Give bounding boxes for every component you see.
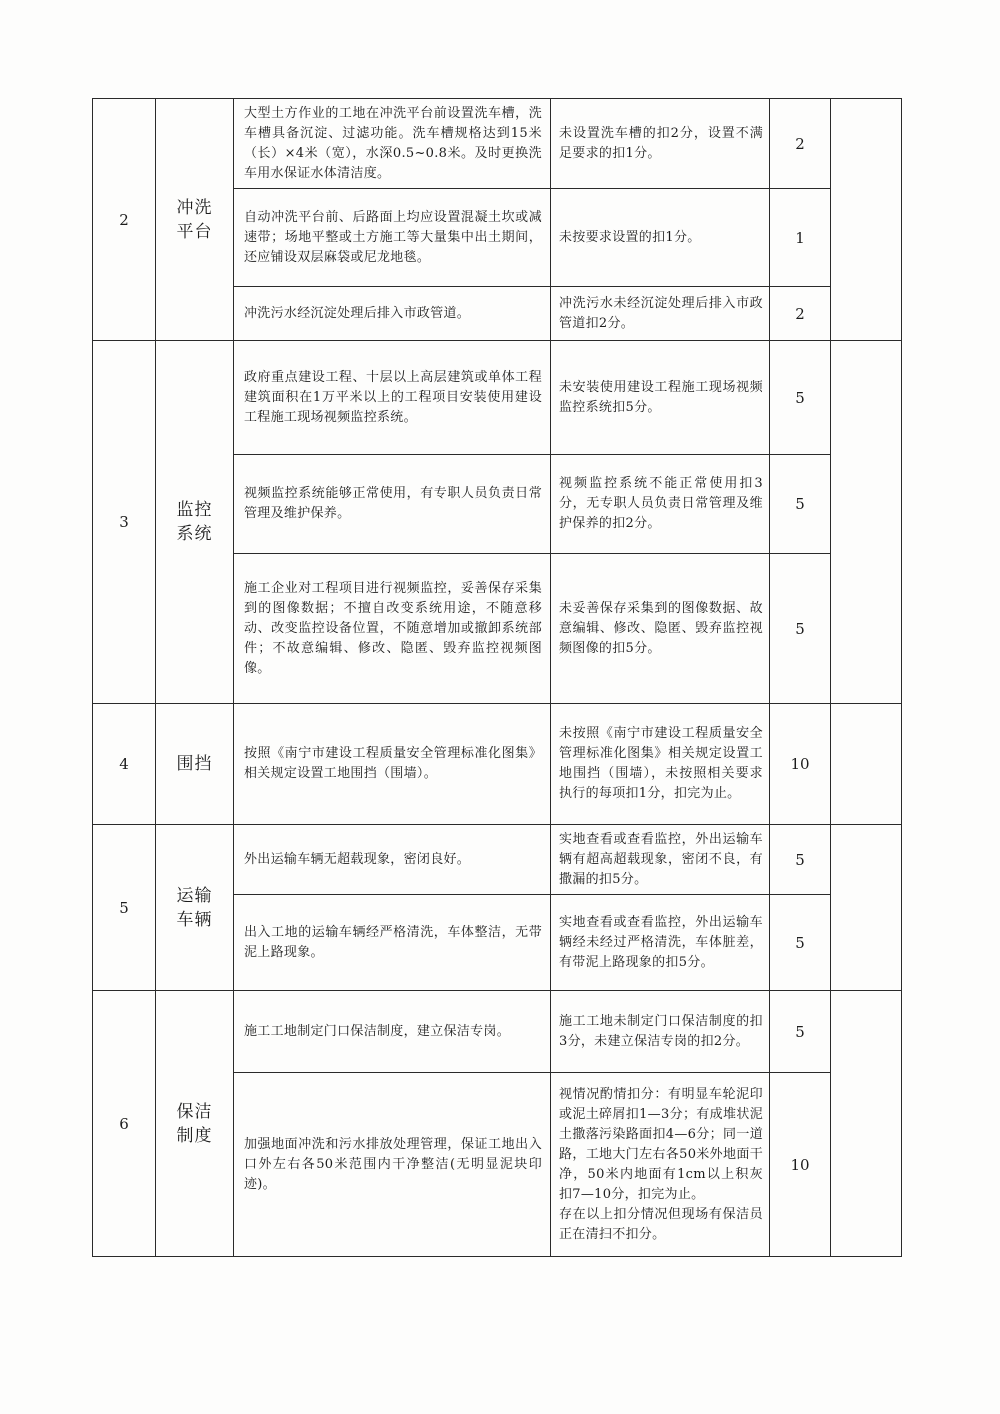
score-cell: 5 — [770, 991, 831, 1073]
requirement-cell: 视频监控系统能够正常使用，有专职人员负责日常管理及维护保养。 — [234, 455, 551, 554]
group-item — [156, 825, 234, 991]
group-number: 4 — [93, 704, 156, 825]
table-row — [93, 825, 902, 895]
blank-cell — [831, 704, 902, 825]
deduction-cell: 视情况酌情扣分：有明显车轮泥印或泥土碎屑扣1—3分；有成堆状泥土撒落污染路面扣4—6分；同一道路，工地大门左右各50米外地面干净，50米内地面有1cm以上积灰扣7—10分，扣完为止。 存在以上扣分情况但现场有保洁员正在清扫不扣分。 — [551, 1073, 770, 1257]
blank-cell — [831, 99, 902, 341]
group-item — [156, 341, 234, 704]
score-cell: 5 — [770, 341, 831, 455]
requirement-cell: 冲洗污水经沉淀处理后排入市政管道。 — [234, 287, 551, 341]
deduction-cell: 未设置洗车槽的扣2分，设置不满足要求的扣1分。 — [551, 99, 770, 189]
table-row — [93, 991, 902, 1073]
deduction-cell: 未妥善保存采集到的图像数据、故意编辑、修改、隐匿、毁弃监控视频图像的扣5分。 — [551, 554, 770, 704]
requirement-cell: 外出运输车辆无超载现象，密闭良好。 — [234, 825, 551, 895]
requirement-cell: 政府重点建设工程、十层以上高层建筑或单体工程建筑面积在1万平米以上的工程项目安装使用建设工程施工现场视频监控系统。 — [234, 341, 551, 455]
blank-cell — [831, 341, 902, 704]
group-number: 3 — [93, 341, 156, 704]
score-cell: 5 — [770, 825, 831, 895]
score-cell: 1 — [770, 189, 831, 287]
deduction-cell: 冲洗污水未经沉淀处理后排入市政管道扣2分。 — [551, 287, 770, 341]
score-cell: 10 — [770, 704, 831, 825]
score-cell: 10 — [770, 1073, 831, 1257]
item-label: 运输车辆 — [176, 885, 213, 930]
item-label: 保洁制度 — [176, 1101, 213, 1146]
requirement-cell: 自动冲洗平台前、后路面上均应设置混凝土坎或减速带；场地平整或土方施工等大量集中出土期间，还应铺设双层麻袋或尼龙地毯。 — [234, 189, 551, 287]
blank-cell — [831, 991, 902, 1257]
group-number: 2 — [93, 99, 156, 341]
requirement-cell: 按照《南宁市建设工程质量安全管理标准化图集》相关规定设置工地围挡（围墙）。 — [234, 704, 551, 825]
item-label: 监控系统 — [176, 500, 213, 544]
group-item — [156, 991, 234, 1257]
group-number: 6 — [93, 991, 156, 1257]
score-cell: 5 — [770, 554, 831, 704]
score-cell: 5 — [770, 455, 831, 554]
requirement-cell: 出入工地的运输车辆经严格清洗，车体整洁，无带泥上路现象。 — [234, 895, 551, 991]
deduction-cell: 施工工地未制定门口保洁制度的扣3分，未建立保洁专岗的扣2分。 — [551, 991, 770, 1073]
table-row — [93, 341, 902, 455]
group-item — [156, 99, 234, 341]
deduction-cell: 实地查看或查看监控，外出运输车辆经未经过严格清洗，车体脏差，有带泥上路现象的扣5分。 — [551, 895, 770, 991]
score-cell: 2 — [770, 99, 831, 189]
blank-cell — [831, 825, 902, 991]
table-row — [93, 704, 902, 825]
requirement-cell: 加强地面冲洗和污水排放处理管理，保证工地出入口外左右各50米范围内干净整洁(无明显泥块印迹)。 — [234, 1073, 551, 1257]
deduction-cell: 未安装使用建设工程施工现场视频监控系统扣5分。 — [551, 341, 770, 455]
deduction-cell: 视频监控系统不能正常使用扣3分，无专职人员负责日常管理及维护保养的扣2分。 — [551, 455, 770, 554]
requirement-cell: 施工工地制定门口保洁制度，建立保洁专岗。 — [234, 991, 551, 1073]
group-number: 5 — [93, 825, 156, 991]
item-label: 冲洗平台 — [176, 197, 213, 242]
group-item — [156, 704, 234, 825]
score-cell: 5 — [770, 895, 831, 991]
table-row — [93, 99, 902, 189]
deduction-cell: 未按要求设置的扣1分。 — [551, 189, 770, 287]
scoring-table — [92, 98, 902, 1257]
requirement-cell: 施工企业对工程项目进行视频监控，妥善保存采集到的图像数据；不擅自改变系统用途，不随意移动、改变监控设备位置，不随意增加或撤卸系统部件；不故意编辑、修改、隐匿、毁弃监控视频图像。 — [234, 554, 551, 704]
deduction-cell: 未按照《南宁市建设工程质量安全管理标准化图集》相关规定设置工地围挡（围墙），未按照相关要求执行的每项扣1分，扣完为止。 — [551, 704, 770, 825]
item-label: 围挡 — [176, 754, 213, 774]
requirement-cell: 大型土方作业的工地在冲洗平台前设置洗车槽，洗车槽具备沉淀、过滤功能。洗车槽规格达到15米（长）×4米（宽），水深0.5~0.8米。及时更换洗车用水保证水体清洁度。 — [234, 99, 551, 189]
score-cell: 2 — [770, 287, 831, 341]
deduction-cell: 实地查看或查看监控，外出运输车辆有超高超载现象，密闭不良，有撒漏的扣5分。 — [551, 825, 770, 895]
